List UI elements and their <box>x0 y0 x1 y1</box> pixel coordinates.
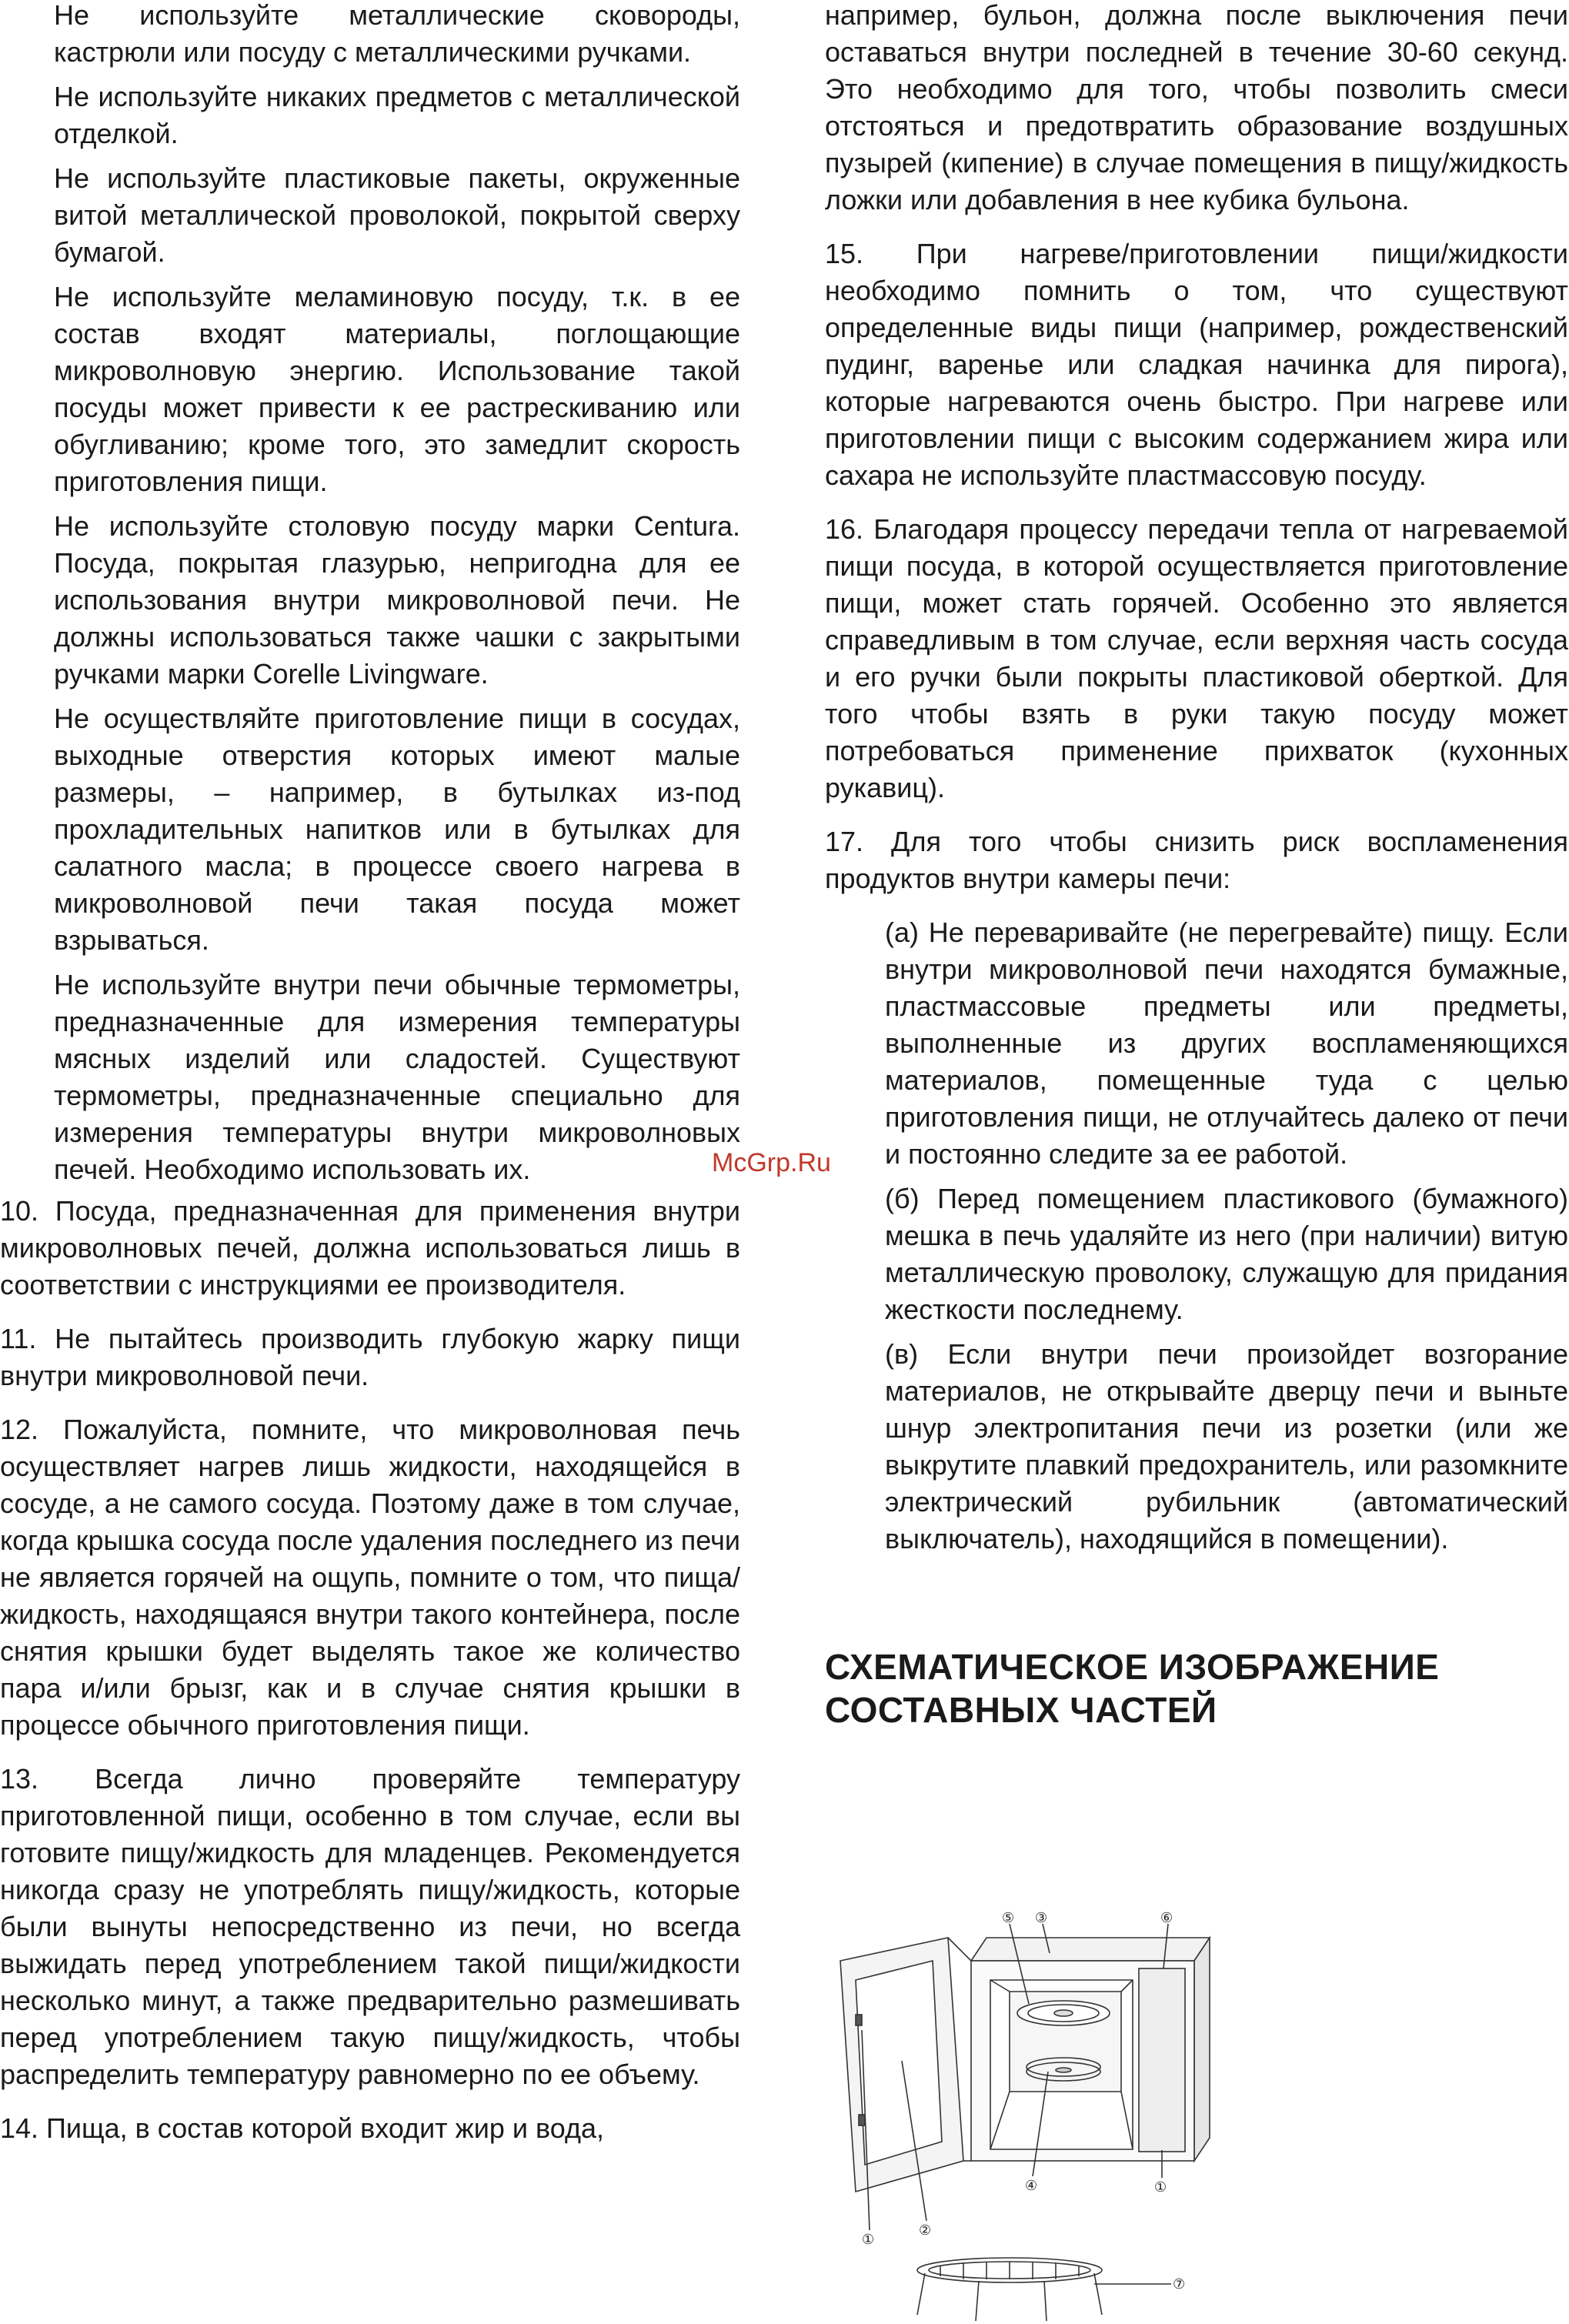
paragraph-item-17c: (в) Если внутри печи произойдет возгорание материалов, не открывайте дверцу печи и выньте шнур электропитания печи из розетки (или же выкрутите плавкий предохранитель, или разомкните электрический рубильник (автоматический выключатель), находящийся в помещении). <box>885 1338 1568 1554</box>
section-heading-line-1: СХЕМАТИЧЕСКОЕ ИЗОБРАЖЕНИЕ <box>825 1647 1440 1687</box>
grill-rack <box>917 2258 1102 2321</box>
paragraph-item-14-continued: например, бульон, должна после выключения печи оставаться внутри последней в течение 30-60 секунд. Это необходимо для того, чтобы позволить смеси отстояться и предотвратить образование воздушных пузырей (кипение) в случае помещения в пищу/жидкость ложки или добавления в нее кубика бульона. <box>825 0 1568 215</box>
left-column <box>0 0 740 2147</box>
watermark: McGrp.Ru <box>712 1148 831 1177</box>
door-latch-bottom <box>859 2115 865 2125</box>
label-1-right: ① <box>1154 2179 1167 2195</box>
door-latch-top <box>856 2015 862 2025</box>
label-4: ④ <box>1025 2178 1038 2194</box>
label-2: ② <box>919 2222 932 2239</box>
paragraph-item-17a: (а) Не переваривайте (не перегревайте) пищу. Если внутри микроволновой печи находятся бумажные, пластмассовые предметы или предметы, выполненные из других воспламеняющихся материалов, помещенные туда с целью приготовления пищи, не отлучайтесь далеко от печи и постоянно следите за ее работой. <box>885 917 1568 1170</box>
oven-right-face <box>1194 1938 1210 2161</box>
microwave-parts-diagram <box>825 1907 1256 2322</box>
paragraph-item-13: 13. Всегда лично проверяйте температуру приготовленной пищи, особенно в том случае, если вы готовите пищу/жидкость для младенцев. Рекомендуется никогда сразу не употреблять пищу/жидкость, которые были вынуты непосредственно из печи, но всегда выжидать перед употреблением такой пищи/жидкости несколько минут, а также предварительно размешивать перед употреблением такую пищу/жидкость, чтобы распределить температуру равномерно по ее объему. <box>0 1763 740 2090</box>
paragraph-item-10: 10. Посуда, предназначенная для применения внутри микроволновых печей, должна использоваться лишь в соответствии с инструкциями ее производителя. <box>0 1195 740 1301</box>
paragraph-item-11: 11. Не пытайтесь производить глубокую жарку пищи внутри микроволновой печи. <box>0 1323 740 1391</box>
label-3: ③ <box>1035 1910 1048 1926</box>
paragraph-item-15: 15. При нагреве/приготовлении пищи/жидкости необходимо помнить о том, что существуют определенные виды пищи (например, рождественский пудинг, варенье или сладкая начинка для пирога), которые нагреваются очень быстро. При нагреве или приготовлении пищи с высоким содержанием жира или сахара не используйте пластмассовую посуду. <box>825 238 1568 491</box>
paragraph-item-12: 12. Пожалуйста, помните, что микроволновая печь осуществляет нагрев лишь жидкости, находящейся в сосуде, а не самого сосуда. Поэтому даже в том случае, когда крышка сосуда после удаления последнего из печи не является горячей на ощупь, помните о том, что пища/жидкость, находящаяся внутри такого контейнера, после снятия крышки будет выделять такое же количество пара и/или брызг, как и в случае снятия крышки в процессе обычного приготовления пищи. <box>0 1414 740 1741</box>
right-column <box>825 0 1568 1731</box>
paragraph-metal-trim: Не используйте никаких предметов с металлической отделкой. <box>54 81 740 149</box>
paragraph-item-16: 16. Благодаря процессу передачи тепла от нагреваемой пищи посуда, в которой осуществляется приготовление пищи, может стать горячей. Особенно это является справедливым в том случае, если верхняя часть сосуда и его ручки были покрыты пластиковой оберткой. Для того чтобы взять в руки такую посуду может потребоваться применение прихваток (кухонных рукавиц). <box>825 513 1568 803</box>
paragraph-plastic-bags: Не используйте пластиковые пакеты, окруженные витой металлической проволокой, покрытой сверху бумагой. <box>54 162 740 268</box>
control-panel <box>1139 1968 1185 2152</box>
label-6: ⑥ <box>1160 1910 1173 1926</box>
paragraph-melamine: Не используйте меламиновую посуду, т.к. в ее состав входят материалы, поглощающие микроволновую энергию. Использование такой посуды может привести к ее растрескиванию или обугливанию; кроме того, это замедлит скорость приготовления пищи. <box>54 281 740 497</box>
label-7: ⑦ <box>1173 2276 1186 2292</box>
paragraph-item-14-start: 14. Пища, в состав которой входит жир и вода, <box>0 2112 604 2144</box>
paragraph-centura: Не используйте столовую посуду марки Centura. Посуда, покрытая глазурью, непригодна для ее использования внутри микроволновой печи. Не должны использоваться также чашки с закрытыми ручками марки Corelle Livingware. <box>54 510 740 690</box>
paragraph-item-17b: (б) Перед помещением пластикового (бумажного) мешка в печь удаляйте из него (при наличии) витую металлическую проволоку, служащую для придания жесткости последнему. <box>885 1183 1568 1325</box>
oven-top-face <box>971 1938 1210 1961</box>
label-1-left: ① <box>862 2232 875 2248</box>
paragraph-narrow-neck: Не осуществляйте приготовление пищи в сосудах, выходные отверстия которых имеют малые размеры, – например, в бутылках из-под прохладительных напитков или в бутылках для салатного масла; в процессе своего нагрева в микроволновой печи такая посуда может взрываться. <box>54 703 740 956</box>
paragraph-item-17: 17. Для того чтобы снизить риск воспламенения продуктов внутри камеры печи: <box>825 826 1568 894</box>
paragraph-thermometers: Не используйте внутри печи обычные термометры, предназначенные для измерения температуры мясных изделий или сладостей. Существуют термометры, предназначенные специально для измерения температуры внутри микроволновых печей. Необходимо использовать их. <box>54 969 740 1185</box>
section-heading <box>825 1645 1568 1731</box>
paragraph-metal-cookware: Не используйте металлические сковороды, кастрюли или посуду с металлическими ручками. <box>54 0 740 68</box>
door-window <box>856 1961 942 2165</box>
section-heading-line-2: СОСТАВНЫХ ЧАСТЕЙ <box>825 1690 1217 1730</box>
label-5: ⑤ <box>1002 1910 1015 1926</box>
